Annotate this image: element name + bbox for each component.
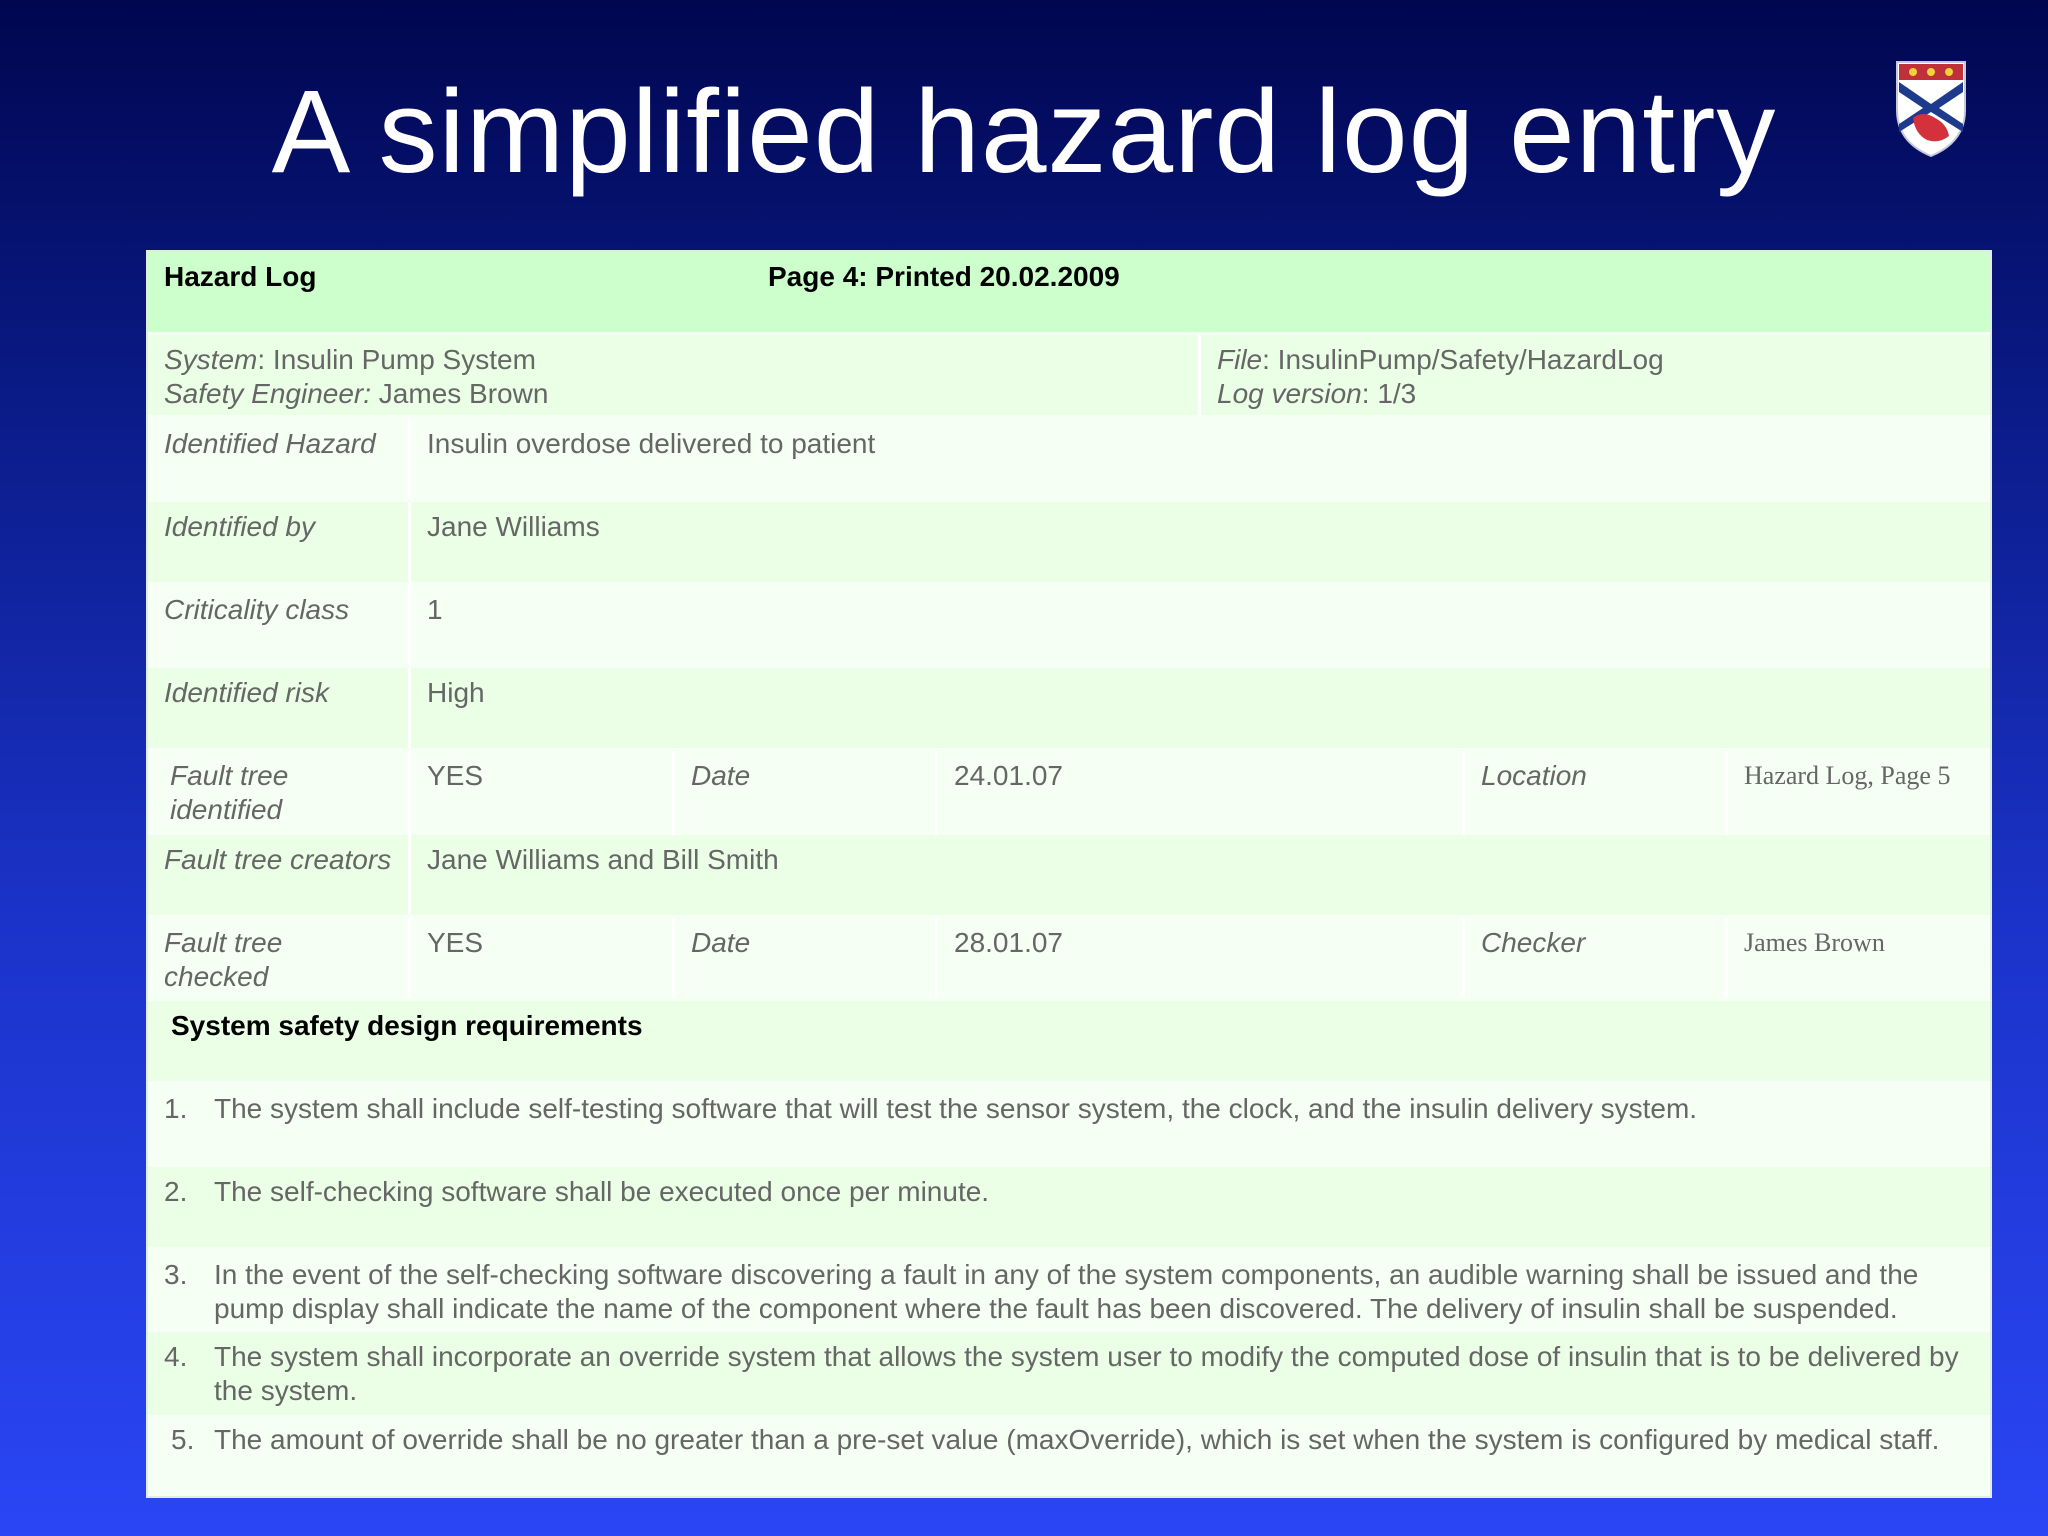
date-label: Date xyxy=(675,751,938,835)
field-row-fault-tree-creators xyxy=(148,835,1990,915)
field-label: Fault tree identified xyxy=(148,751,411,835)
field-value: High xyxy=(411,668,1990,748)
requirement-item xyxy=(148,1167,1990,1247)
log-page-info: Page 4: Printed 20.02.2009 xyxy=(768,261,1120,292)
requirement-number: 3. xyxy=(164,1259,188,1290)
requirement-number: 2. xyxy=(164,1176,188,1207)
location-label: Location xyxy=(1465,751,1728,835)
field-row-identified-by xyxy=(148,502,1990,582)
date-value: 28.01.07 xyxy=(938,918,1465,998)
safety-engineer-label: Safety Engineer: xyxy=(164,378,372,409)
requirement-text: The system shall incorporate an override system that allows the system user to modify the computed dose of insulin that is to be delivered by the system. xyxy=(214,1341,1959,1406)
field-label: Identified by xyxy=(148,502,411,582)
field-label: Identified Hazard xyxy=(148,419,411,499)
location-value: Hazard Log, Page 5 xyxy=(1728,751,1990,835)
requirement-number: 1. xyxy=(164,1093,188,1124)
file-info-cell xyxy=(1201,335,1990,415)
field-value: YES xyxy=(411,918,675,998)
field-row-fault-tree-checked xyxy=(148,918,1990,998)
field-value: Jane Williams and Bill Smith xyxy=(411,835,1990,915)
file-label: File xyxy=(1217,344,1263,375)
requirement-item xyxy=(148,1332,1990,1415)
system-info-cell xyxy=(148,335,1201,415)
requirement-text: In the event of the self-checking software discovering a fault in any of the system components, an audible warning shall be issued and the pump display shall indicate the name of the component where the fault has been discovered. The delivery of insulin shall be suspended. xyxy=(214,1259,1919,1324)
checker-value: James Brown xyxy=(1728,918,1990,998)
requirement-item xyxy=(148,1250,1990,1332)
field-row-identified-risk xyxy=(148,668,1990,748)
requirement-text: The self-checking software shall be executed once per minute. xyxy=(214,1176,990,1207)
field-value: YES xyxy=(411,751,675,835)
field-value: Jane Williams xyxy=(411,502,1990,582)
requirement-text: The amount of override shall be no greater than a pre-set value (maxOverride), which is set when the system is configured by medical staff. xyxy=(214,1424,1940,1455)
log-version-label: Log version xyxy=(1217,378,1362,409)
requirements-title: System safety design requirements xyxy=(148,1001,1990,1081)
field-value: 1 xyxy=(411,585,1990,665)
log-version-value: : 1/3 xyxy=(1361,378,1417,409)
system-label: System xyxy=(164,344,258,375)
field-label: Fault tree creators xyxy=(148,835,411,915)
file-value: : InsulinPump/Safety/HazardLog xyxy=(1262,344,1664,375)
field-label: Criticality class xyxy=(148,585,411,665)
log-title: Hazard Log xyxy=(164,261,317,292)
field-label: Identified risk xyxy=(148,668,411,748)
field-value: Insulin overdose delivered to patient xyxy=(411,419,1990,499)
field-row-fault-tree-identified xyxy=(148,751,1990,835)
requirement-text: The system shall include self-testing software that will test the sensor system, the clock, and the insulin delivery system. xyxy=(214,1093,1698,1124)
system-value: : Insulin Pump System xyxy=(257,344,536,375)
log-header xyxy=(148,252,1990,332)
date-value: 24.01.07 xyxy=(938,751,1465,835)
university-crest-icon xyxy=(1893,58,1969,158)
field-row-criticality-class xyxy=(148,585,1990,665)
date-label: Date xyxy=(675,918,938,998)
slide-title: A simplified hazard log entry xyxy=(271,66,1777,198)
requirement-item xyxy=(148,1084,1990,1164)
requirement-number: 5. xyxy=(171,1424,195,1455)
requirement-number: 4. xyxy=(164,1341,188,1372)
field-row-identified-hazard xyxy=(148,419,1990,499)
requirement-item xyxy=(148,1415,1990,1496)
checker-label: Checker xyxy=(1465,918,1728,998)
hazard-log-table xyxy=(146,250,1992,1498)
field-label: Fault tree checked xyxy=(148,918,411,998)
safety-engineer-value: James Brown xyxy=(371,378,549,409)
